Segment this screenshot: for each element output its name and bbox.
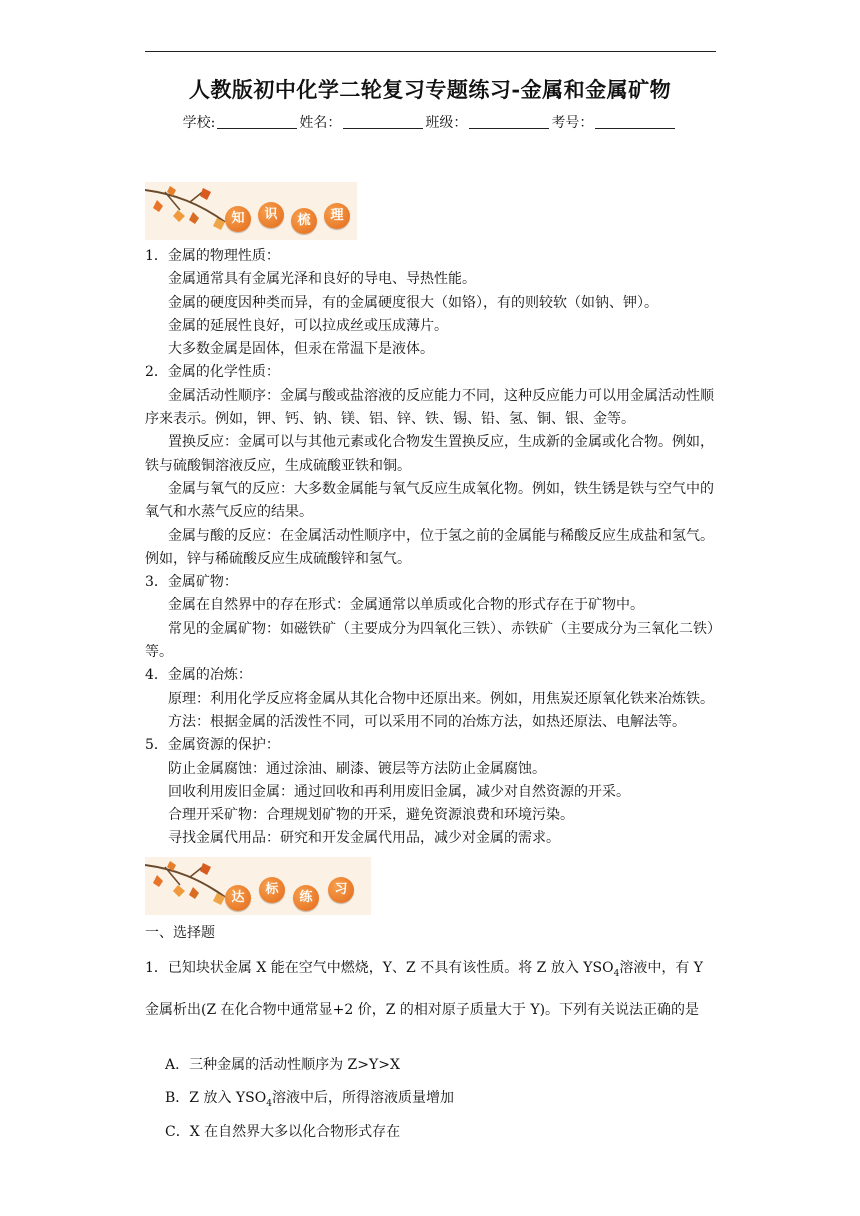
exercise-banner [145,857,371,915]
text-line: 金属的硬度因种类而异，有的金属硬度很大（如铬），有的则较软（如钠、钾）。 [168,294,658,311]
text-line: 金属通常具有金属光泽和良好的导电、导热性能。 [168,271,476,288]
student-info-line [0,112,860,132]
option-a[interactable]: A．三种金属的活动性顺序为 Z>Y>X [165,1057,400,1073]
class-label: 班级： [425,115,468,131]
text-line: 金属在自然界中的存在形式：金属通常以单质或化合物的形式存在于矿物中。 [168,597,644,614]
name-blank[interactable] [343,114,423,129]
banner-char: 练 [293,885,319,911]
question-text: 溶液中，有 Y 金属析出(Z 在化合物中通常显+2 价，Z 的相对原子质量大于 Y)。下列有关说法正确的是 [145,960,704,1018]
page-title: 人教版初中化学二轮复习专题练习-金属和金属矿物 [188,77,672,102]
school-label: 学校: [182,115,216,131]
text-line: 回收利用废旧金属：通过回收和再利用废旧金属，减少对自然资源的开采。 [168,783,630,800]
text-line: 方法：根据金属的活泼性不同，可以采用不同的冶炼方法，如热还原法、电解法等。 [168,713,686,730]
heading-minerals: 3．金属矿物： [145,574,238,591]
banner-char: 理 [324,203,350,229]
text-line: 合理开采矿物：合理规划矿物的开采，避免资源浪费和环境污染。 [168,807,574,824]
option-text: B．Z 放入 YSO [165,1090,267,1106]
name-label: 姓名： [299,115,342,131]
exam-label: 考号： [551,115,594,131]
banner-char: 知 [225,206,251,232]
text-line: 寻找金属代用品：研究和开发金属代用品，减少对金属的需求。 [168,830,560,847]
option-c[interactable]: C．X 在自然界大多以化合物形式存在 [165,1124,401,1140]
heading-physical: 1．金属的物理性质： [145,248,280,264]
knowledge-banner [145,182,357,240]
text-line: 置换反应：金属可以与其他元素或化合物发生置换反应，生成新的金属或化合物。例如，铁与硫酸铜溶液反应，生成硫酸亚铁和铜。 [145,434,714,474]
text-line: 防止金属腐蚀：通过涂油、刷漆、镀层等方法防止金属腐蚀。 [168,760,546,777]
text-line: 金属活动性顺序：金属与酸或盐溶液的反应能力不同，这种反应能力可以用金属活动性顺序来表示。例如，钾、钙、钠、镁、铝、锌、铁、锡、铅、氢、铜、银、金等。 [145,387,714,428]
knowledge-content [145,245,720,851]
option-b[interactable] [165,1087,454,1109]
heading-chemical: 2．金属的化学性质： [145,364,280,381]
text-line: 常见的金属矿物：如磁铁矿（主要成分为四氧化三铁）、赤铁矿（主要成分为三氧化二铁）等。 [145,620,714,661]
text-line: 金属的延展性良好，可以拉成丝或压成薄片。 [168,317,448,334]
banner-char: 标 [259,877,285,903]
text-line: 金属与酸的反应：在金属活动性顺序中，位于氢之前的金属能与稀酸反应生成盐和氢气。例如，锌与稀硫酸反应生成硫酸锌和氢气。 [145,527,714,567]
question-text: 1．已知块状金属 X 能在空气中燃烧，Y、Z 不具有该性质。将 Z 放入 YSO [145,960,614,976]
text-line: 原理：利用化学反应将金属从其化合物中还原出来。例如，用焦炭还原氧化铁来冶炼铁。 [168,690,714,707]
text-line: 大多数金属是固体，但汞在常温下是液体。 [168,341,434,358]
banner-char: 达 [225,885,251,911]
heading-smelting: 4．金属的冶炼： [145,667,252,684]
subscript: 4 [613,968,620,979]
text-line: 金属与氧气的反应：大多数金属能与氧气反应生成氧化物。例如，铁生锈是铁与空气中的氧气和水蒸气反应的结果。 [145,480,714,521]
banner-char: 识 [258,202,284,228]
heading-protection: 5．金属资源的保护： [145,737,280,754]
banner-char: 梳 [291,208,317,234]
school-blank[interactable] [217,114,297,129]
question-1 [145,950,720,1028]
banner-char: 习 [328,877,354,903]
class-blank[interactable] [469,114,549,129]
exam-blank[interactable] [595,114,675,129]
top-rule [145,51,716,52]
section-title: 一、选择题 [145,925,215,941]
subscript: 4 [266,1098,272,1109]
option-text: 溶液中后，所得溶液质量增加 [271,1090,454,1106]
